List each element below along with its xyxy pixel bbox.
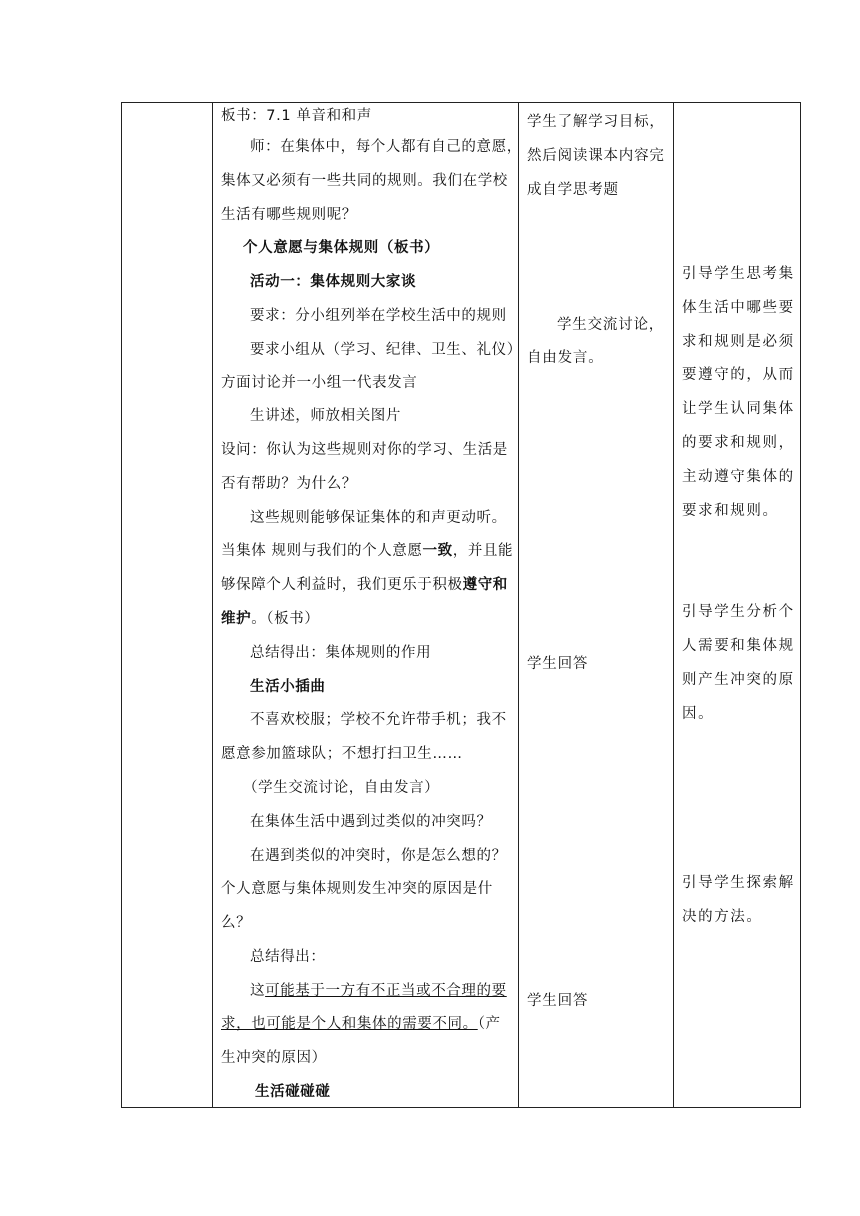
text-line: 要求小组从（学习、纪律、卫生、礼仪）	[250, 342, 522, 358]
text-line: 生冲突的原因）	[221, 1050, 327, 1066]
text-line	[250, 981, 514, 1001]
text-line: 学生交流讨论，	[557, 317, 665, 333]
text-line: 方面讨论并一小组一代表发言	[221, 375, 418, 391]
text-line: 让学生认同集体	[682, 401, 795, 417]
text-span: 这	[250, 983, 266, 999]
text-line: 否有帮助？为什么？	[221, 476, 357, 492]
text-line: 自由发言。	[527, 350, 604, 366]
text-line: 学生回答	[527, 656, 589, 672]
text-line: 的要求和规则，	[682, 435, 795, 451]
text-line: 要遵守的，从而	[682, 367, 795, 383]
student-activity-cell	[519, 103, 674, 1108]
text-line: 生讲述，师放相关图片	[250, 408, 401, 424]
text-span: （产	[477, 1016, 501, 1032]
section-heading: 生活碰碰碰	[255, 1084, 331, 1100]
text-span: 。（板书）	[251, 611, 320, 627]
text-line: 引导学生分析个	[682, 604, 795, 620]
text-line: 学生回答	[527, 993, 589, 1009]
text-line: 在集体生活中遇到过类似的冲突吗？	[250, 814, 492, 830]
text-line: 则产生冲突的原	[682, 672, 795, 688]
text-line: 么？	[221, 915, 252, 931]
text-line: 人需要和集体规	[682, 638, 795, 654]
design-intent-cell	[674, 103, 801, 1108]
text-line: 然后阅读课本内容完	[527, 148, 665, 164]
text-line: 引导学生思考集	[682, 266, 795, 282]
text-line: 主动遵守集体的	[682, 469, 795, 485]
text-span: ，并且能	[452, 543, 514, 559]
bold-text: 维护	[221, 611, 252, 627]
text-line	[221, 575, 514, 595]
text-line: 这些规则能够保证集体的和声更动听。	[250, 510, 507, 526]
text-line: 不喜欢校服；学校不允许带手机；我不	[250, 712, 507, 728]
table-row	[122, 103, 801, 1108]
text-line: （学生交流讨论，自由发言）	[243, 780, 440, 796]
lesson-plan-table	[121, 102, 801, 1108]
text-line: 生活有哪些规则呢？	[221, 207, 357, 223]
text-line	[221, 1014, 514, 1034]
text-line: 决的方法。	[682, 909, 763, 925]
activity-heading: 活动一：集体规则大家谈	[250, 274, 417, 290]
text-line: 设问：你认为这些规则对你的学习、生活是	[221, 442, 508, 458]
text-line: 在遇到类似的冲突时，你是怎么想的？	[250, 848, 507, 864]
section-heading: 个人意愿与集体规则（板书）	[243, 240, 440, 256]
text-line: 总结得出：	[250, 949, 326, 965]
teaching-process-cell	[213, 103, 522, 1108]
text-line	[221, 541, 514, 561]
text-line: 要求和规则。	[682, 503, 779, 519]
text-line: 因。	[682, 706, 715, 722]
text-line: 学生了解学习目标，	[527, 114, 665, 130]
bold-text: 遵守和	[462, 577, 508, 593]
text-span: 当集体 规则与我们的个人意愿	[221, 543, 423, 559]
text-line: 集体又必须有一些共同的规则。我们在学校	[221, 173, 508, 189]
text-line: 要求：分小组列举在学校生活中的规则	[250, 308, 507, 324]
bold-text: 一致	[422, 543, 453, 559]
text-span: 够保障个人利益时，我们更乐于积极	[221, 577, 463, 593]
stage-column-cell	[122, 103, 213, 1108]
text-line: 总结得出：集体规则的作用	[250, 645, 432, 661]
text-line: 求和规则是必须	[682, 334, 795, 350]
text-line: 师：在集体中，每个人都有自己的意愿，	[250, 139, 522, 155]
text-line: 个人意愿与集体规则发生冲突的原因是什	[221, 881, 493, 897]
text-line: 愿意参加篮球队；不想打扫卫生……	[221, 746, 463, 762]
text-line: 引导学生探索解	[682, 875, 795, 891]
board-title: 板书：7.1 单音和和声	[221, 108, 372, 124]
underlined-text: 求，也可能是个人和集体的需要不同。	[221, 1016, 478, 1032]
text-line: 体生活中哪些要	[682, 300, 795, 316]
underlined-text: 可能基于一方有不正当或不合理的要	[265, 983, 507, 999]
text-line	[221, 609, 514, 629]
section-heading: 生活小插曲	[250, 679, 326, 695]
text-line: 成自学思考题	[527, 182, 619, 198]
